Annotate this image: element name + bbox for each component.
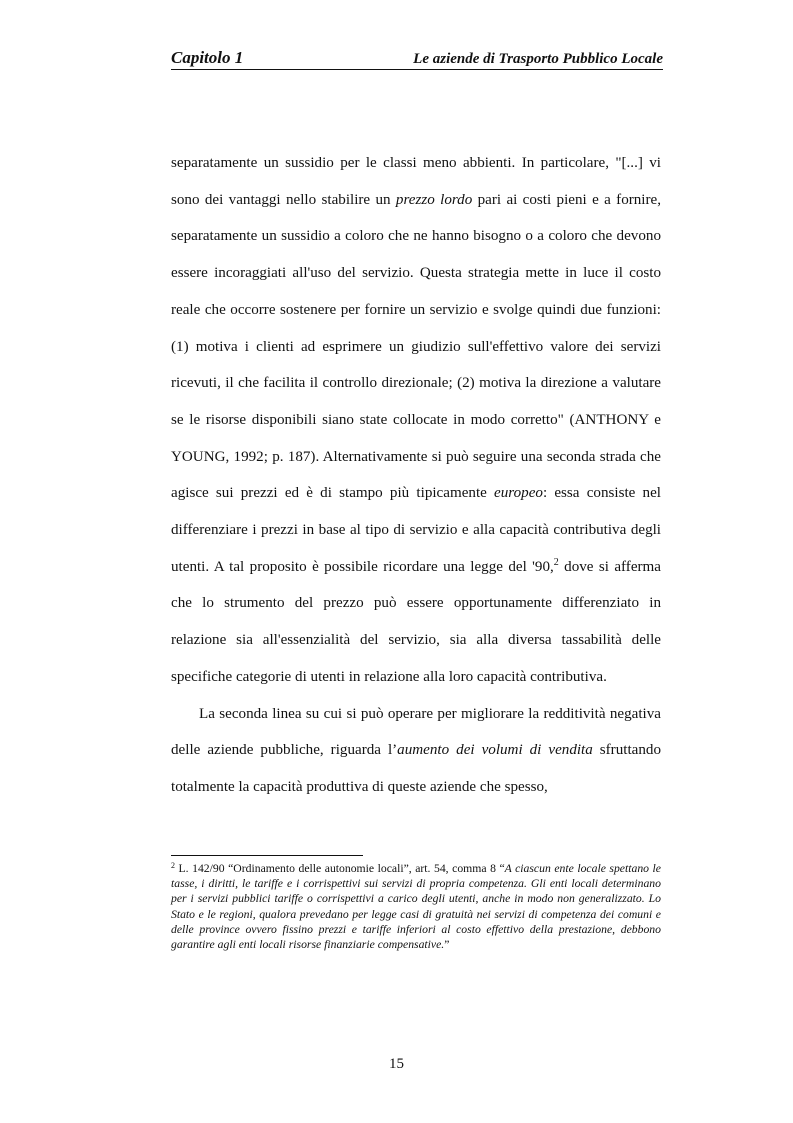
paragraph-2 xyxy=(171,696,661,806)
p1-text-b: pari ai costi pieni e a fornire, separatamente un sussidio a coloro che ne hanno bisogno o a coloro che devono essere incoraggiati all'uso del servizio. Questa strategia mette in luce il costo reale che occorre sostenere per fornire un servizio e svolge quindi due funzioni: (1) motiva i clienti ad esprimere un giudizio sull'effettivo valore dei servizi ricevuti, il che facilita il controllo direzionale; (2) motiva la direzione a valutare se le risorse disponibili siano state collocate in modo corretto" (ANTHONY e YOUNG, 1992; p. 187). Alternativamente si può seguire una seconda strada che agisce sui prezzi ed è di stampo più tipicamente xyxy=(171,191,662,502)
p1-text-a: separatamente un sussidio per le classi meno abbienti. In particolare, "[...] vi sono dei vantaggi nello stabilire un xyxy=(171,155,661,208)
footnote-close: ” xyxy=(444,938,450,952)
body-text xyxy=(171,145,661,806)
chapter-label: Capitolo 1 xyxy=(171,48,244,67)
footnote xyxy=(171,861,661,952)
p2-emphasis-volumi: aumento dei volumi di vendita xyxy=(397,742,593,759)
footnote-lead: L. 142/90 “Ordinamento delle autonomie locali”, art. 54, comma 8 “ xyxy=(175,862,505,875)
footnote-reference[interactable]: 2 xyxy=(553,556,559,568)
footnote-quote: A ciascun ente locale spettano le tasse, i diritti, le tariffe e i corrispettivi sui servizi di propria competenza. Gli enti locali determinano per i servizi pubblici tariffe o corrispettivi a carico degli utenti, anche in modo non generalizzato. Lo Stato e le regioni, qualora prevedano per legge casi di gratuità nei servizi di competenza dei comuni e delle province ovvero fissino prezzi e tariffe inferiori al costo effettivo della prestazione, debbono garantire agli enti locali risorse finanziarie compensative. xyxy=(171,862,661,952)
p1-text-d: dove si afferma che lo strumento del prezzo può essere opportunamente differenziato in relazione sia all'essenzialità del servizio, sia alla diversa tassabilità delle specifiche categorie di utenti in relazione alla loro capacità contributiva. xyxy=(171,558,661,685)
p2-text-a: La seconda linea su cui si può operare per migliorare la redditività negativa delle aziende pubbliche, riguarda l’ xyxy=(171,705,661,759)
p1-text-c: : essa consiste nel differenziare i prezzi in base al tipo di servizio e alla capacità contributiva degli utenti. A tal proposito è possibile ricordare una legge del '90, xyxy=(171,485,661,575)
p2-text-b: sfruttando totalmente la capacità produttiva di queste aziende che spesso, xyxy=(171,742,661,795)
chapter-title: Le aziende di Trasporto Pubblico Locale xyxy=(413,51,663,67)
p1-emphasis-europeo: europeo xyxy=(494,485,543,502)
p1-emphasis-prezzo-lordo: prezzo lordo xyxy=(395,191,473,208)
running-header xyxy=(171,48,663,70)
page-number: 15 xyxy=(389,1056,404,1072)
paragraph-1 xyxy=(171,145,661,696)
footnote-divider xyxy=(171,855,363,856)
footnote-number: 2 xyxy=(171,861,175,870)
